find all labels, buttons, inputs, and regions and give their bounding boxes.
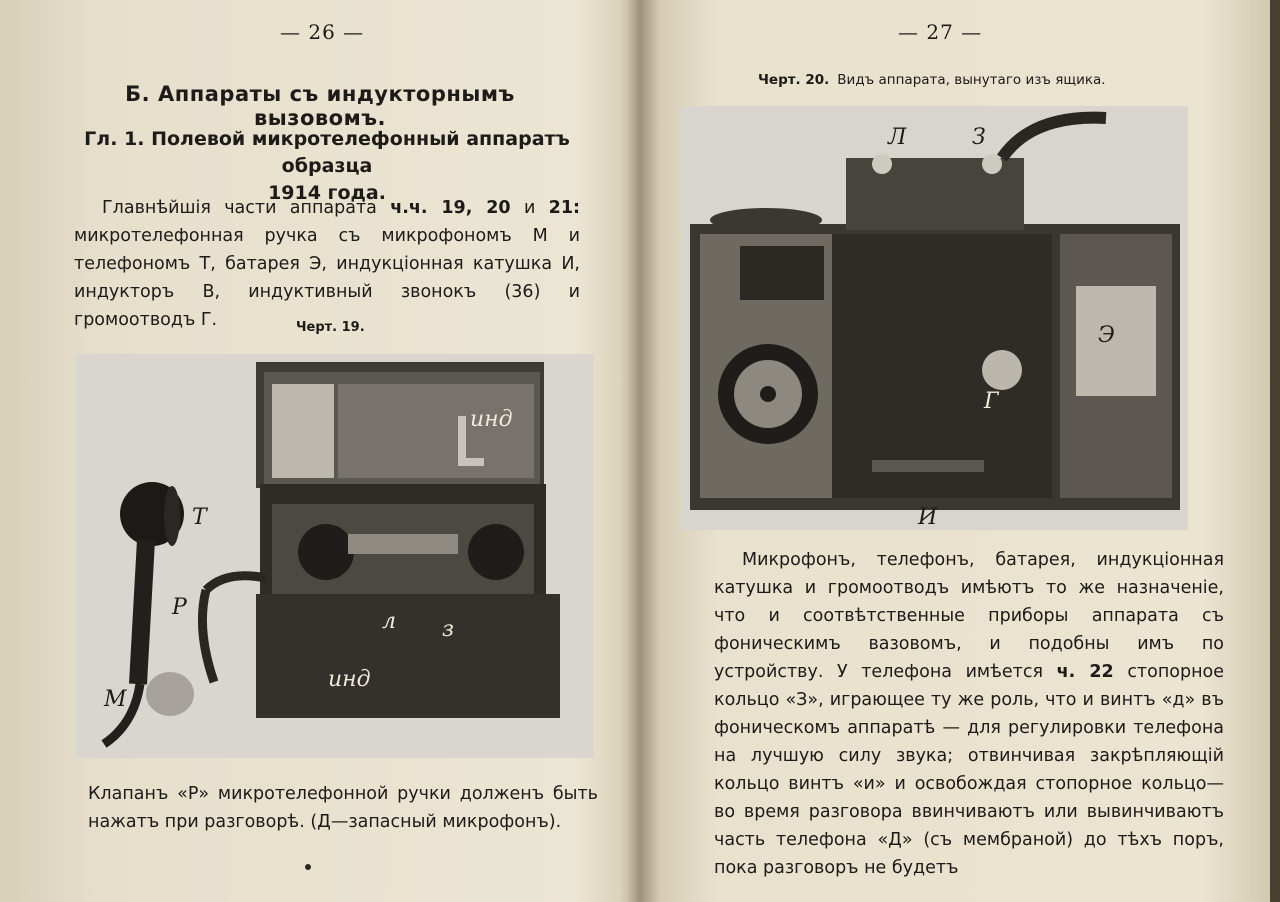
intro-text: и — [510, 198, 549, 218]
tag-z: з — [442, 617, 454, 642]
chapter-title-line2: 1914 года. — [268, 182, 386, 204]
figure-number: Черт. 20. — [758, 72, 830, 88]
chapter-title-line1: Гл. 1. Полевой микротелефонный аппаратъ образца — [84, 128, 570, 177]
figure-label: Черт. 19. — [296, 320, 365, 335]
intro-text: Главнѣйшія части аппарата — [102, 198, 391, 218]
intro-ref: 21: — [548, 198, 580, 218]
section-title: Б. Аппараты съ индукторнымъ вызовомъ. — [125, 82, 515, 130]
page-mark — [305, 864, 311, 870]
tag-m: М — [104, 687, 127, 712]
intro-paragraph — [74, 194, 580, 334]
intro-text: микротелефонная ручка съ микрофономъ М и телефономъ Т, батарея Э, индукціонная катушка И, индукторъ В, индуктивный звонокъ (36) и громоотводъ Г. — [74, 226, 580, 330]
body-ref: ч. 22 — [1056, 662, 1114, 682]
body-text: Микрофонъ, телефонъ, батарея, индукціонная катушка и громоотводъ имѣютъ то же назначеніе, что и соотвѣтственные приборы аппарата съ фоническимъ вазовомъ, и подобны имъ по устройству. У телефона имѣется — [714, 550, 1224, 682]
right-page — [640, 0, 1280, 902]
tag-e: Э — [1098, 323, 1115, 348]
tag-l: л — [382, 609, 397, 634]
tag-ind-top: инд — [470, 407, 513, 432]
figure-19-caption: Клапанъ «Р» микротелефонной ручки долженъ быть нажатъ при разговорѣ. (Д—запасный микрофонъ). — [88, 784, 598, 832]
figure-20-photo — [682, 106, 1188, 530]
body-text: стопорное кольцо «З», играющее ту же роль, что и винтъ «д» въ фоническомъ аппаратѣ — для регулировки телефона на лучшую силу звука; отвинчивая закрѣпляющій кольцо винтъ «и» и освобождая стопорное кольцо—во время разговора ввинчиваютъ или вывинчиваютъ часть телефона «Д» (съ мембраной) до тѣхъ поръ, пока разговоръ не будетъ — [714, 662, 1225, 878]
tag-l: Л — [888, 125, 907, 150]
tag-i: И — [918, 505, 938, 530]
tag-g: Г — [984, 389, 999, 414]
figure-19-photo — [76, 354, 594, 758]
intro-ref: ч.ч. 19, 20 — [390, 198, 511, 218]
body-paragraph — [714, 546, 1224, 882]
page-number: — 27 — — [898, 20, 983, 44]
tag-z: З — [972, 125, 986, 150]
figure-label — [758, 72, 1106, 88]
tag-t: Т — [192, 505, 207, 530]
page-number: — 26 — — [280, 20, 365, 44]
tag-ind-bottom: инд — [328, 667, 371, 692]
figure-caption: Видъ аппарата, вынутаго изъ ящика. — [837, 72, 1106, 88]
tag-p: Р — [172, 595, 187, 620]
